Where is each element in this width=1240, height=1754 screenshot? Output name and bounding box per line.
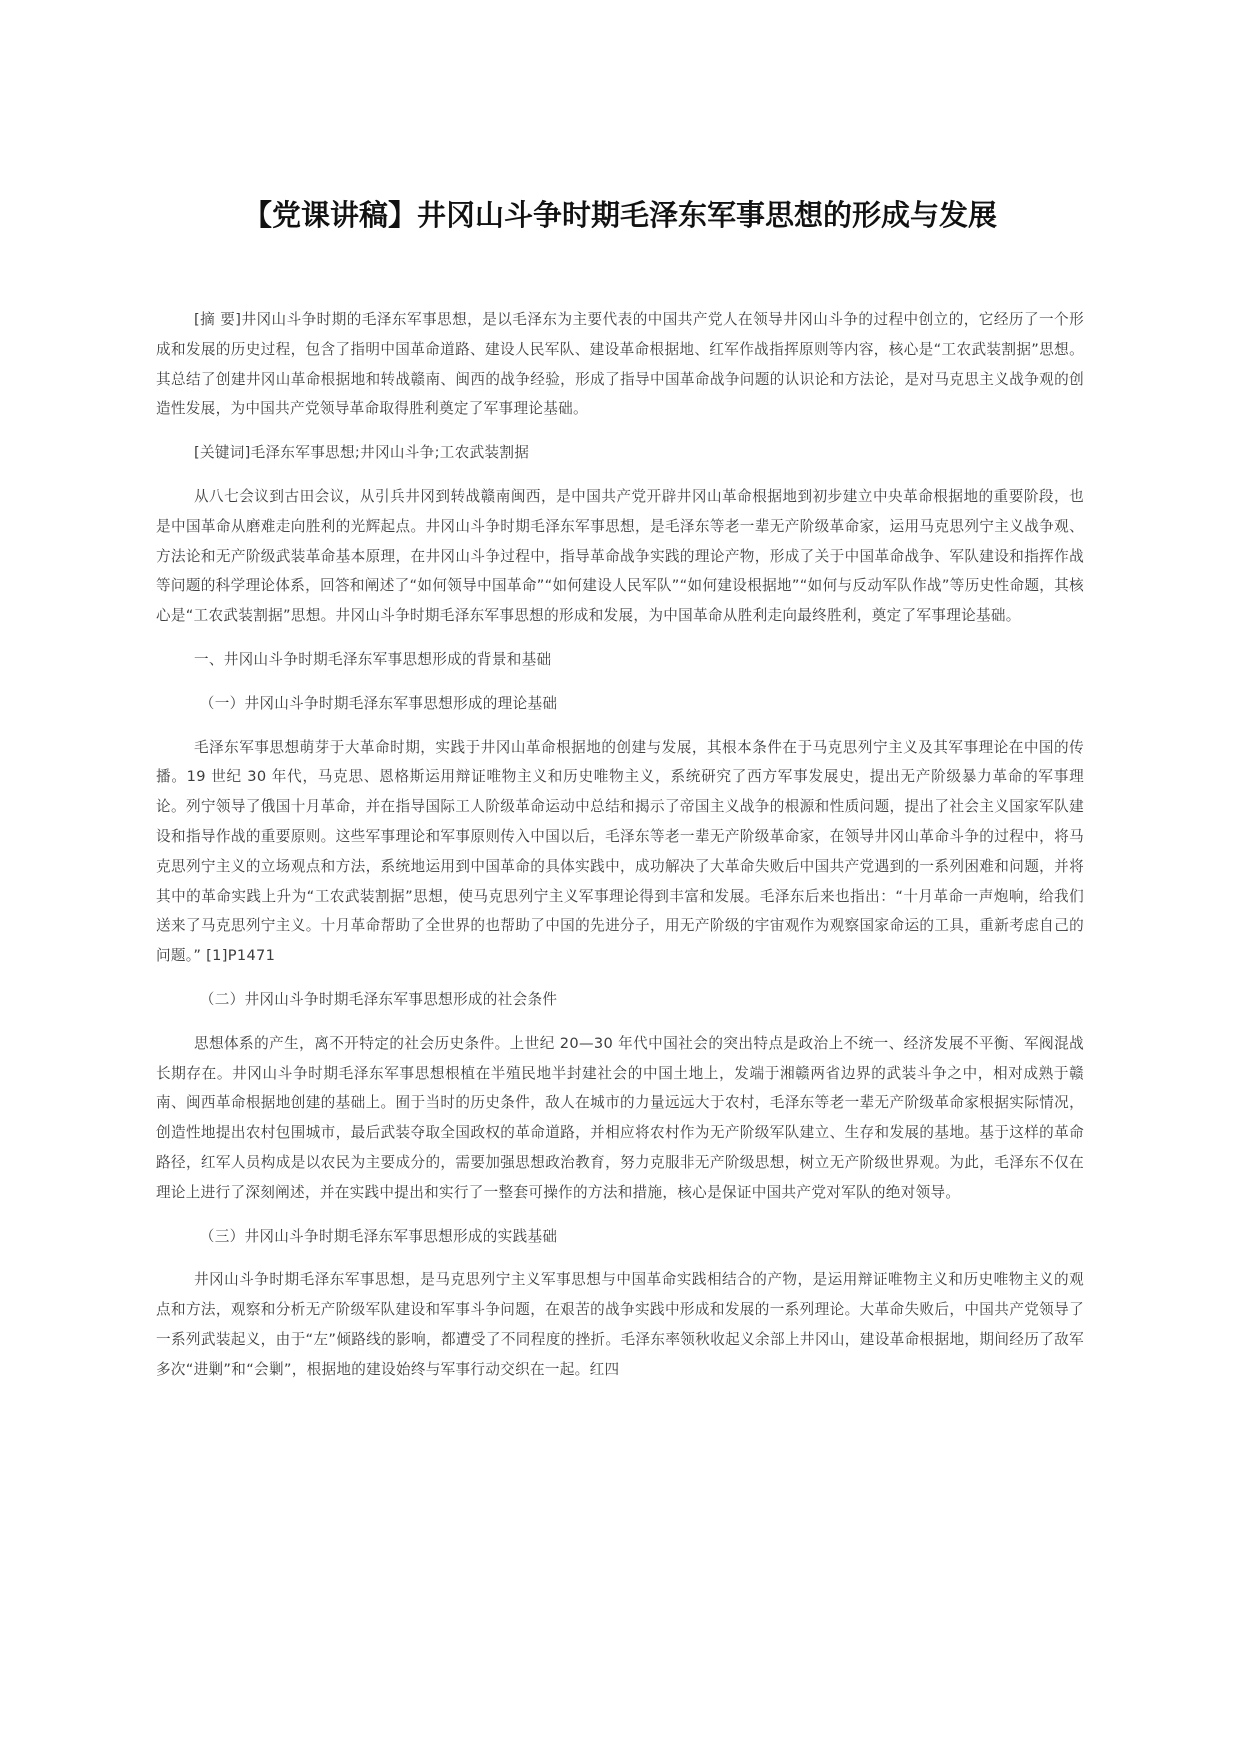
- subsection-heading-1: （一）井冈山斗争时期毛泽东军事思想形成的理论基础: [199, 694, 558, 712]
- keywords-paragraph: [关键词]毛泽东军事思想;井冈山斗争;工农武装割据: [193, 444, 530, 462]
- document-title: 【党课讲稿】井冈山斗争时期毛泽东军事思想的形成与发展: [242, 198, 997, 232]
- section-heading-1: 一、井冈山斗争时期毛泽东军事思想形成的背景和基础: [193, 650, 552, 668]
- subsection-heading-3: （三）井冈山斗争时期毛泽东军事思想形成的实践基础: [199, 1227, 558, 1245]
- subsection-paragraph-2: 思想体系的产生，离不开特定的社会历史条件。上世纪 20—30 年代中国社会的突出特点是政治上不统一、经济发展不平衡、军阀混战长期存在。井冈山斗争时期毛泽东军事思想根植在半殖民地半封建社会的中国土地上，发端于湘赣两省边界的武装斗争之中，相对成熟于赣南、闽西革命根据地创建的基础上。囿于当时的历史条件，敌人在城市的力量远远大于农村，毛泽东等老一辈无产阶级革命家根据实际情况，创造性地提出农村包围城市，最后武装夺取全国政权的革命道路，并相应将农村作为无产阶级军队建立、生存和发展的基地。基于这样的革命路径，红军人员构成是以农民为主要成分的，需要加强思想政治教育，努力克服非无产阶级思想，树立无产阶级世界观。为此，毛泽东不仅在理论上进行了深刻阐述，并在实践中提出和实行了一整套可操作的方法和措施，核心是保证中国共产党对军队的绝对领导。: [156, 1034, 1084, 1201]
- document-body: [156, 305, 1084, 1385]
- abstract-paragraph: [摘 要]井冈山斗争时期的毛泽东军事思想，是以毛泽东为主要代表的中国共产党人在领导井冈山斗争的过程中创立的，它经历了一个形成和发展的历史过程，包含了指明中国革命道路、建设人民军队、建设革命根据地、红军作战指挥原则等内容，核心是“工农武装割据”思想。其总结了创建井冈山革命根据地和转战赣南、闽西的战争经验，形成了指导中国革命战争问题的认识论和方法论，是对马克思主义战争观的创造性发展，为中国共产党领导革命取得胜利奠定了军事理论基础。: [156, 311, 1084, 418]
- subsection-paragraph-3: 井冈山斗争时期毛泽东军事思想，是马克思列宁主义军事思想与中国革命实践相结合的产物，是运用辩证唯物主义和历史唯物主义的观点和方法，观察和分析无产阶级军队建设和军事斗争问题，在艰苦的战争实践中形成和发展的一系列理论。大革命失败后，中国共产党领导了一系列武装起义，由于“左”倾路线的影响，都遭受了不同程度的挫折。毛泽东率领秋收起义余部上井冈山，建设革命根据地，期间经历了敌军多次“进剿”和“会剿”，根据地的建设始终与军事行动交织在一起。红四: [156, 1271, 1084, 1378]
- intro-paragraph: 从八七会议到古田会议，从引兵井冈到转战赣南闽西，是中国共产党开辟井冈山革命根据地到初步建立中央革命根据地的重要阶段，也是中国革命从磨难走向胜利的光辉起点。井冈山斗争时期毛泽东军事思想，是毛泽东等老一辈无产阶级革命家，运用马克思列宁主义战争观、方法论和无产阶级武装革命基本原理，在井冈山斗争过程中，指导革命战争实践的理论产物，形成了关于中国革命战争、军队建设和指挥作战等问题的科学理论体系，回答和阐述了“如何领导中国革命”“如何建设人民军队”“如何建设根据地”“如何与反动军队作战”等历史性命题，其核心是“工农武装割据”思想。井冈山斗争时期毛泽东军事思想的形成和发展，为中国革命从胜利走向最终胜利，奠定了军事理论基础。: [156, 487, 1084, 625]
- subsection-heading-2: （二）井冈山斗争时期毛泽东军事思想形成的社会条件: [199, 990, 558, 1008]
- subsection-paragraph-1: 毛泽东军事思想萌芽于大革命时期，实践于井冈山革命根据地的创建与发展，其根本条件在于马克思列宁主义及其军事理论在中国的传播。19 世纪 30 年代，马克思、恩格斯运用辩证唯物主义和历史唯物主义，系统研究了西方军事发展史，提出无产阶级暴力革命的军事理论。列宁领导了俄国十月革命，并在指导国际工人阶级革命运动中总结和揭示了帝国主义战争的根源和性质问题，提出了社会主义国家军队建设和指导作战的重要原则。这些军事理论和军事原则传入中国以后，毛泽东等老一辈无产阶级革命家，在领导井冈山革命斗争的过程中，将马克思列宁主义的立场观点和方法，系统地运用到中国革命的具体实践中，成功解决了大革命失败后中国共产党遇到的一系列困难和问题，并将其中的革命实践上升为“工农武装割据”思想，使马克思列宁主义军事理论得到丰富和发展。毛泽东后来也指出：“十月革命一声炮响，给我们送来了马克思列宁主义。十月革命帮助了全世界的也帮助了中国的先进分子，用无产阶级的宇宙观作为观察国家命运的工具，重新考虑自己的问题。” [1]P1471: [156, 738, 1084, 965]
